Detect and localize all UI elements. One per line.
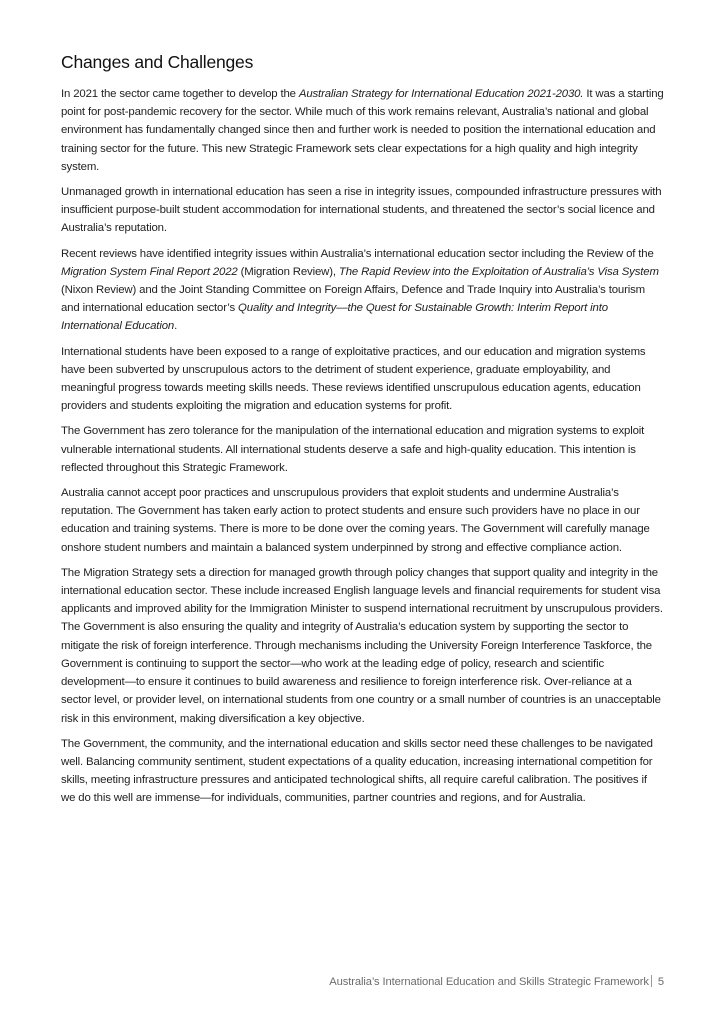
paragraph-1 bbox=[61, 85, 664, 176]
interim-report-title: Quality and Integrity—the Quest for Sustainable Growth: Interim Report into International Education bbox=[61, 302, 608, 333]
document-page bbox=[61, 52, 664, 815]
paragraph-3-text-b: (Migration Review), bbox=[237, 265, 339, 278]
paragraph-6: Australia cannot accept poor practices and unscrupulous providers that exploit students and undermine Australia’s reputation. The Government has taken early action to protect students and ensure such providers have no place in our education and training systems. There is more to be done over the coming years. The Government will carefully manage onshore student numbers and maintain a balanced system underpinned by strong and effective compliance action. bbox=[61, 487, 650, 554]
paragraph-2: Unmanaged growth in international education has seen a rise in integrity issues, compounded infrastructure pressures with insufficient purpose-built student accommodation for international students, and threatened the sector’s social licence and Australia’s reputation. bbox=[61, 186, 662, 235]
paragraph-3-text-a: Recent reviews have identified integrity issues within Australia’s international education sector including the Review of the bbox=[61, 247, 654, 260]
rapid-review-title: The Rapid Review into the Exploitation of Australia’s Visa System bbox=[338, 265, 659, 278]
paragraph-5: The Government has zero tolerance for the manipulation of the international education and migration systems to exploit vulnerable international students. All international students deserve a safe and high-quality education. This intention is reflected throughout this Strategic Framework. bbox=[61, 425, 645, 474]
page-footer bbox=[240, 975, 664, 988]
paragraph-1-text-a: In 2021 the sector came together to develop the bbox=[61, 88, 299, 100]
paragraph-3 bbox=[61, 245, 664, 336]
paragraph-8: The Government, the community, and the international education and skills sector need these challenges to be navigated well. Balancing community sentiment, student expectations of a quality education, increasing international competition for skills, meeting infrastructure pressures and anticipated technological shifts, all require careful calibration. The positives if we do this well are immense—for individuals, communities, partner countries and regions, and for Australia. bbox=[61, 737, 653, 805]
paragraph-1-text-b: It was a starting point for post-pandemic recovery for the sector. While much of this work remains relevant, Australia’s national and global environment has fundamentally changed since then and further work is needed to position the international education and training sector for the future. This new Strategic Framework sets clear expectations for a high quality and high integrity system. bbox=[61, 88, 664, 173]
footer-title: Australia’s International Education and Skills Strategic Framework bbox=[329, 976, 649, 988]
page-number: 5 bbox=[657, 976, 664, 988]
migration-report-title: Migration System Final Report 2022 bbox=[61, 265, 238, 278]
paragraph-3-text-d: . bbox=[174, 320, 178, 333]
strategy-title: Australian Strategy for International Education 2021-2030. bbox=[298, 88, 584, 100]
paragraph-4: International students have been exposed to a range of exploitative practices, and our education and migration systems have been subverted by unscrupulous actors to the detriment of student experience, graduate employability, and meaningful progress towards meeting skills needs. These reviews identified unscrupulous education agents, education providers and students exploiting the migration and education systems for profit. bbox=[61, 345, 646, 413]
footer-divider bbox=[651, 975, 652, 987]
paragraph-3-text-c: (Nixon Review) and the Joint Standing Committee on Foreign Affairs, Defence and Trade Inquiry into Australia’s tourism and international education sector’s bbox=[61, 284, 645, 315]
section-heading: Changes and Challenges bbox=[61, 52, 254, 72]
paragraph-7: The Migration Strategy sets a direction for managed growth through policy changes that support quality and integrity in the international education sector. These include increased English language levels and financial requirements for student visa applicants and improved ability for the Immigration Minister to suspend international recruitment by unscrupulous providers. The Government is also ensuring the quality and integrity of Australia’s education system by supporting the sector to mitigate the risk of foreign interference. Through mechanisms including the University Foreign Interference Taskforce, the Government is continuing to support the sector—who work at the leading edge of policy, research and scientific development—to ensure it continues to build awareness and resilience to foreign interference risk. Over-reliance at a sector level, or provider level, on international students from one country or a small number of countries is an unacceptable risk in this environment, making diversification a key objective. bbox=[61, 566, 663, 725]
